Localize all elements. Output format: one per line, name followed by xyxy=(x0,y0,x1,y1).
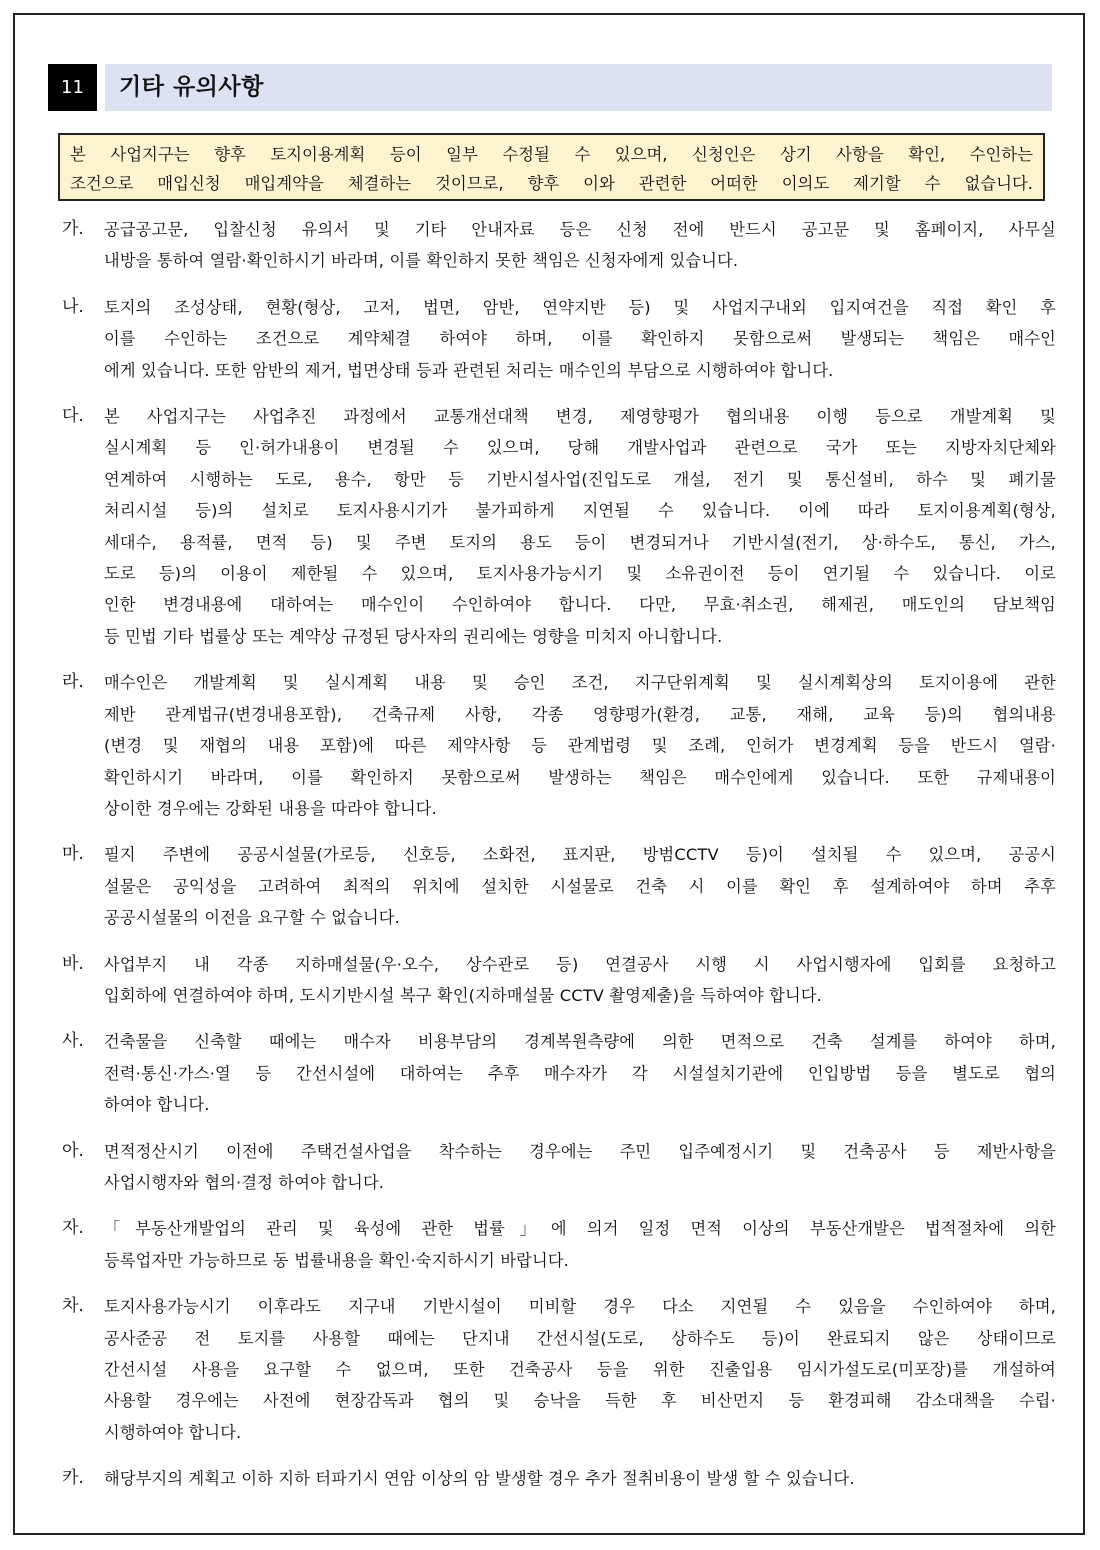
list-item-line: 등록업자만 가능하므로 동 법률내용을 확인·숙지하시기 바랍니다. xyxy=(104,1250,570,1270)
list-item-line: 매수인은 개발계획 및 실시계획 내용 및 승인 조건, 지구단위계획 및 실시계획상의 토지이용에 관한 xyxy=(104,673,1056,693)
list-item-marker: 다. xyxy=(62,406,84,427)
list-item-line: 필지 주변에 공공시설물(가로등, 신호등, 소화전, 표지판, 방범CCTV 등)이 설치될 수 있으며, 공공시 xyxy=(104,845,1056,865)
list-item-marker: 라. xyxy=(62,672,84,693)
notice-line: 본 사업지구는 향후 토지이용계획 등이 일부 수정될 수 있으며, 신청인은 상기 사항을 확인, 수인하는 xyxy=(70,145,1033,164)
list-item-marker: 나. xyxy=(62,296,84,317)
list-item-line: (변경 및 재협의 내용 포함)에 따른 제약사항 등 관계법령 및 조례, 인허가 변경계획 등을 반드시 열람· xyxy=(104,736,1056,756)
list-item-line: 이를 수인하는 조건으로 계약체결 하여야 하며, 이를 확인하지 못함으로써 발생되는 책임은 매수인 xyxy=(104,329,1056,349)
notice-box xyxy=(58,133,1045,201)
list-item-line: 설물은 공익성을 고려하여 최적의 위치에 설치한 시설물로 건축 시 이를 확인 후 설계하여야 하며 추후 xyxy=(104,876,1056,896)
list-item xyxy=(62,1291,1056,1448)
list-item-marker: 차. xyxy=(62,1296,84,1317)
list-item-line: 처리시설 등)의 설치로 토지사용시기가 불가피하게 지연될 수 있습니다. 이에 따라 토지이용계획(형상, xyxy=(104,501,1056,521)
section-header xyxy=(48,64,1052,111)
list-item-line: 간선시설 사용을 요구할 수 없으며, 또한 건축공사 등을 위한 진출입용 임시가설도로(미포장)를 개설하여 xyxy=(104,1360,1056,1379)
list-item-line: 연계하여 시행하는 도로, 용수, 항만 등 기반시설사업(진입도로 개설, 전기 및 통신설비, 하수 및 폐기물 xyxy=(104,469,1056,489)
list-item-line: 인한 변경내용에 대하여는 매수인이 수인하여야 합니다. 다만, 무효·취소권, 해제권, 매도인의 담보책임 xyxy=(104,595,1056,615)
list-item-line: 확인하시기 바라며, 이를 확인하지 못함으로써 발생하는 책임은 매수인에게 있습니다. 또한 규제내용이 xyxy=(104,767,1056,787)
list-item-line: 토지의 조성상태, 현황(형상, 고저, 법면, 암반, 연약지반 등) 및 사업지구내외 입지여건을 직접 확인 후 xyxy=(104,297,1056,317)
list-item-line: 면적정산시기 이전에 주택건설사업을 착수하는 경우에는 주민 입주예정시기 및 건축공사 등 제반사항을 xyxy=(104,1141,1056,1161)
list-item-marker: 자. xyxy=(62,1218,84,1239)
list-item-line: 토지사용가능시기 이후라도 지구내 기반시설이 미비할 경우 다소 지연될 수 있음을 수인하여야 하며, xyxy=(104,1297,1056,1317)
list-item xyxy=(62,1136,1056,1199)
list-item-line: 에게 있습니다. 또한 암반의 제거, 법면상태 등과 관련된 처리는 매수인의 부담으로 시행하여야 합니다. xyxy=(104,360,834,380)
list-item xyxy=(62,667,1056,824)
list-item-line: 하여야 합니다. xyxy=(104,1095,210,1115)
list-item-line: 「부동산개발업의 관리 및 육성에 관한 법률」에 의거 일정 면적 이상의 부동산개발은 법적절차에 의한 xyxy=(104,1219,1056,1239)
list-item-line: 건축물을 신축할 때에는 매수자 비용부담의 경계복원측량에 의한 면적으로 건축 설계를 하여야 하며, xyxy=(104,1032,1056,1052)
list-item-line: 상이한 경우에는 강화된 내용을 따라야 합니다. xyxy=(104,798,437,818)
list-item-line: 해당부지의 계획고 이하 지하 터파기시 연암 이상의 암 발생할 경우 추가 절취비용이 발생 할 수 있습니다. xyxy=(104,1469,855,1489)
list-item-marker: 마. xyxy=(62,844,84,865)
list-item-line: 내방을 통하여 열람·확인하시기 바라며, 이를 확인하지 못한 책임은 신청자에게 있습니다. xyxy=(104,251,739,271)
list-item-line: 세대수, 용적률, 면적 등) 및 주변 토지의 용도 등이 변경되거나 기반시설(전기, 상·하수도, 통신, 가스, xyxy=(104,532,1056,552)
list-item-line: 시행하여야 합니다. xyxy=(104,1422,242,1442)
list-item-line: 제반 관계법규(변경내용포함), 건축규제 사항, 각종 영향평가(환경, 교통, 재해, 교육 등)의 협의내용 xyxy=(104,704,1056,724)
list-item-marker: 아. xyxy=(62,1140,84,1161)
list-item xyxy=(62,839,1056,933)
list-item xyxy=(62,1026,1056,1120)
list-item xyxy=(62,949,1056,1012)
list-item-line: 실시계획 등 인·허가내용이 변경될 수 있으며, 당해 개발사업과 관련으로 국가 또는 지방자치단체와 xyxy=(104,438,1056,458)
list-item xyxy=(62,1213,1056,1276)
section-title: 기타 유의사항 xyxy=(119,74,264,100)
list-item-line: 공급공고문, 입찰신청 유의서 및 기타 안내자료 등은 신청 전에 반드시 공고문 및 홈페이지, 사무실 xyxy=(104,220,1056,239)
list-item-line: 도로 등)의 이용이 제한될 수 있으며, 토지사용가능시기 및 소유권이전 등이 연기될 수 있습니다. 이로 xyxy=(104,564,1056,584)
list-item xyxy=(62,292,1056,386)
list-item xyxy=(62,401,1056,652)
section-number: 11 xyxy=(48,64,97,111)
list-item-line: 사업시행자와 협의·결정 하여야 합니다. xyxy=(104,1172,385,1192)
section-title-bar xyxy=(105,64,1052,111)
list-item-line: 등 민법 기타 법률상 또는 계약상 규정된 당사자의 권리에는 영향을 미치지 아니합니다. xyxy=(104,626,723,646)
list-item-marker: 가. xyxy=(62,219,84,239)
caution-list xyxy=(62,214,1056,1510)
list-item-line: 전력·통신·가스·열 등 간선시설에 대하여는 추후 매수자가 각 시설설치기관에 인입방법 등을 별도로 협의 xyxy=(104,1063,1056,1083)
list-item-line: 본 사업지구는 사업추진 과정에서 교통개선대책 변경, 제영향평가 협의내용 이행 등으로 개발계획 및 xyxy=(104,407,1056,427)
list-item-line: 입회하에 연결하여야 하며, 도시기반시설 복구 확인(지하매설물 CCTV 촬영제출)을 득하여야 합니다. xyxy=(104,985,823,1005)
list-item-marker: 사. xyxy=(62,1031,84,1052)
notice-line: 조건으로 매입신청 매입계약을 체결하는 것이므로, 향후 이와 관련한 어떠한 이의도 제기할 수 없습니다. xyxy=(70,174,1033,193)
list-item-line: 사용할 경우에는 사전에 현장감독과 협의 및 승낙을 득한 후 비산먼지 등 환경피해 감소대책을 수립· xyxy=(104,1391,1056,1411)
list-item-line: 사업부지 내 각종 지하매설물(우·오수, 상수관로 등) 연결공사 시행 시 사업시행자에 입회를 요청하고 xyxy=(104,954,1056,974)
list-item-line: 공사준공 전 토지를 사용할 때에는 단지내 간선시설(도로, 상하수도 등)이 완료되지 않은 상태이므로 xyxy=(104,1328,1056,1348)
list-item-marker: 카. xyxy=(62,1468,84,1489)
list-item-line: 공공시설물의 이전을 요구할 수 없습니다. xyxy=(104,908,400,928)
list-item xyxy=(62,1463,1056,1494)
list-item xyxy=(62,214,1056,277)
list-item-marker: 바. xyxy=(62,953,84,974)
